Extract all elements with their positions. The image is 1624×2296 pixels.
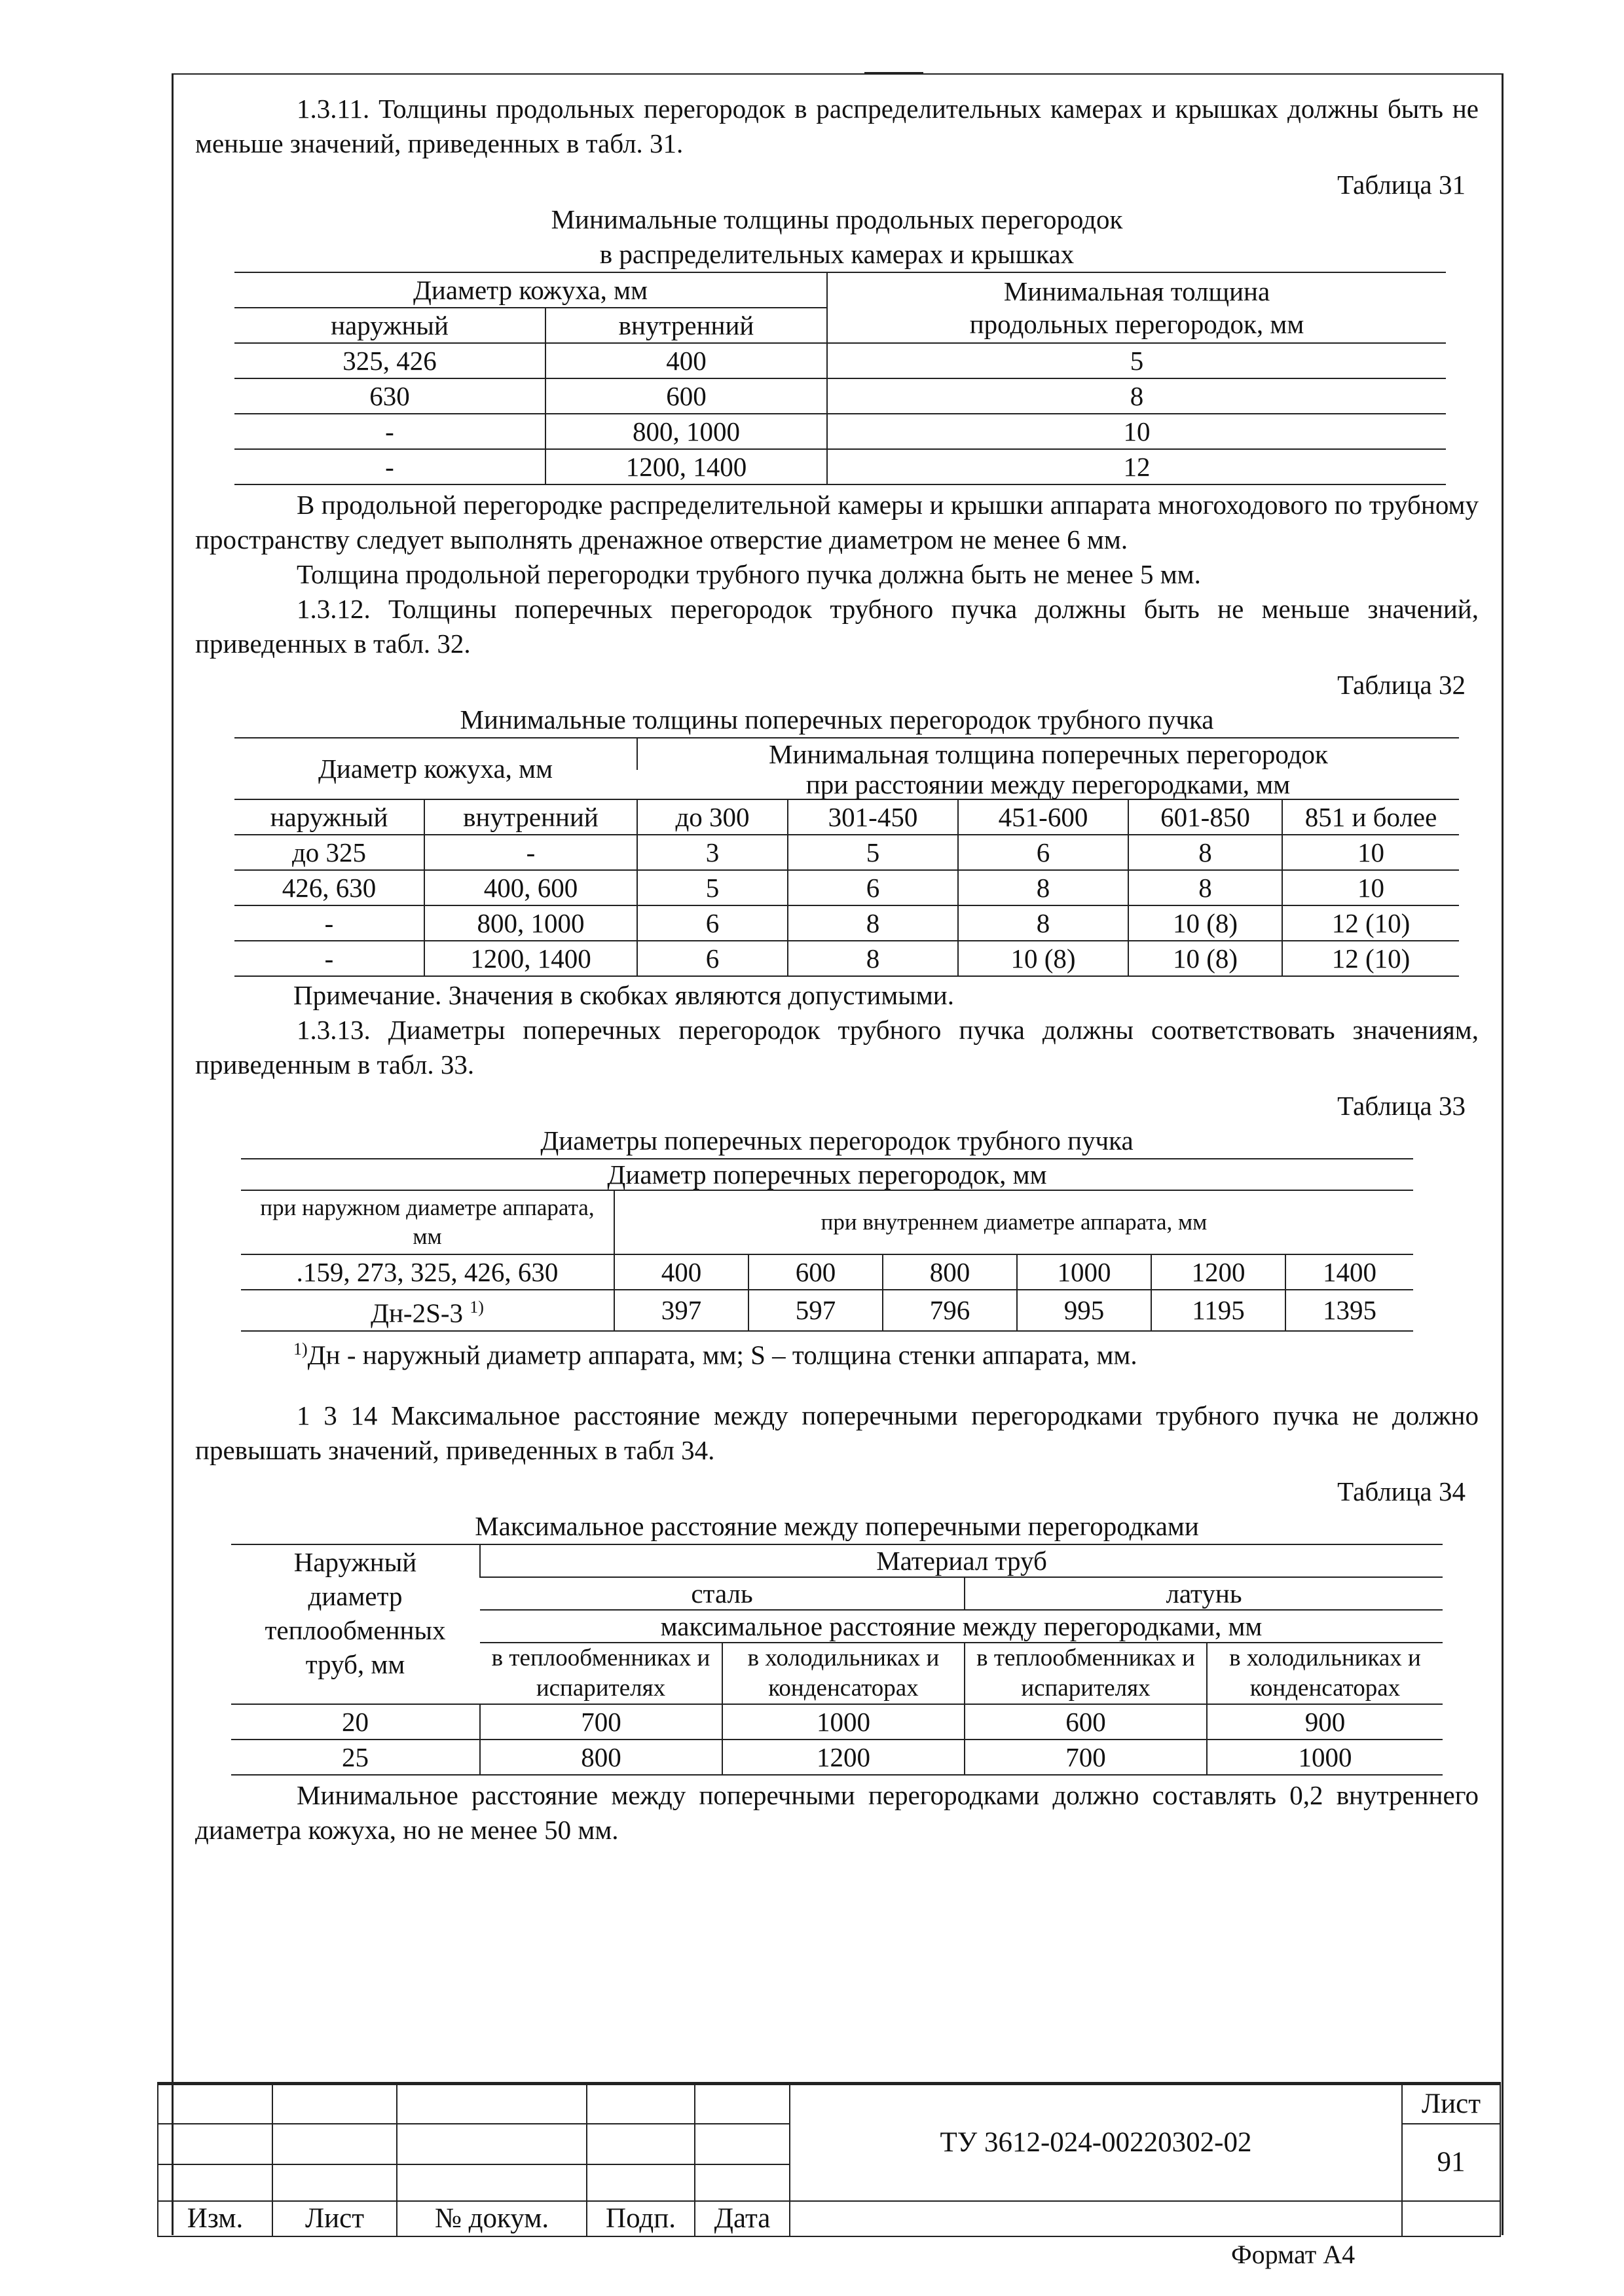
paragraph-longitudinal-thickness: Толщина продольной перегородки трубного пучка должна быть не менее 5 мм. xyxy=(297,559,1201,589)
table-33 xyxy=(241,1158,1413,1332)
title-block xyxy=(157,2082,1501,2236)
table-32-label: Таблица 32 xyxy=(1337,670,1466,700)
stamp-list: Лист xyxy=(272,2201,397,2236)
table-31-label: Таблица 31 xyxy=(1337,170,1466,200)
sheet-label: Лист xyxy=(1402,2085,1500,2124)
table-34-label: Таблица 34 xyxy=(1337,1476,1466,1507)
t32-col-3: 451-600 xyxy=(958,799,1128,835)
t33-header-inner: при внутреннем диаметре аппарата, мм xyxy=(614,1190,1413,1254)
t32-header-diameter: Диаметр кожуха, мм xyxy=(234,738,637,799)
table-33-title: Диаметры поперечных перегородок трубного пучка xyxy=(540,1125,1134,1156)
t31-header-min: Минимальная толщина продольных перегородок, мм xyxy=(827,272,1446,343)
t34-header-steel-exchangers: в теплообменниках и испарителях xyxy=(480,1643,722,1704)
table-row: - 1200, 1400 12 xyxy=(234,449,1446,484)
stamp-izm: Изм. xyxy=(158,2201,272,2236)
t34-header-brass-coolers: в холодильниках и конденсаторах xyxy=(1207,1643,1443,1704)
t34-header-brass-exchangers: в теплообменниках и испарителях xyxy=(965,1643,1207,1704)
stamp-podp: Подп. xyxy=(587,2201,695,2236)
table-row: - 800, 1000 10 xyxy=(234,414,1446,449)
table-row: 426, 630 400, 600 5 6 8 8 10 xyxy=(234,870,1459,905)
table-34 xyxy=(231,1544,1443,1776)
table-33-label: Таблица 33 xyxy=(1337,1091,1466,1121)
table-32-note: Примечание. Значения в скобках являются допустимыми. xyxy=(293,980,954,1010)
table-row: 20 700 1000 600 900 xyxy=(231,1704,1443,1740)
paragraph-drain-hole: В продольной перегородке распределительной камеры и крышки аппарата многоходового по трубному пространству следует выполнять дренажное отверстие диаметром не менее 6 мм. xyxy=(195,490,1479,555)
t33-header-outer: при наружном диаметре аппарата, мм xyxy=(241,1190,614,1254)
table-33-footnote: $^{1)}$Дн - наружный диаметр аппарата, мм; S – толщина стенки аппарата, мм. xyxy=(293,1339,1137,1370)
t32-header-min-line2: при расстоянии между перегородками, мм xyxy=(805,769,1291,799)
t31-header-diameter: Диаметр кожуха, мм xyxy=(234,272,827,308)
t32-col-1: до 300 xyxy=(637,799,788,835)
table-31-title-line2: в распределительных камерах и крышках xyxy=(599,239,1075,269)
t34-header-tube-diameter: Наружный диаметр теплообменных труб, мм xyxy=(231,1544,480,1704)
table-row: Дн-2S-3 $^{1)}$ 397 597 796 995 1195 1395 xyxy=(241,1290,1413,1331)
t33-formula: Дн-2S-3 xyxy=(371,1298,464,1328)
t33-header-main: Диаметр поперечных перегородок, мм xyxy=(241,1159,1413,1190)
t34-header-steel: сталь xyxy=(480,1577,965,1610)
paragraph-min-distance: Минимальное расстояние между поперечными перегородками должно составлять 0,2 внутреннего диаметра кожуха, но не менее 50 мм. xyxy=(195,1780,1479,1846)
sheet-number: 91 xyxy=(1402,2124,1500,2201)
top-mark xyxy=(864,72,923,73)
stamp-date: Дата xyxy=(695,2201,790,2236)
paragraph-1-3-13: 1.3.13. Диаметры поперечных перегородок трубного пучка должны соответствовать значениям, приведенным в табл. 33. xyxy=(195,1015,1479,1080)
table-row: 630 600 8 xyxy=(234,378,1446,414)
title-block-table xyxy=(157,2084,1501,2237)
table-row: 325, 426 400 5 xyxy=(234,343,1446,378)
t34-header-maxdist: максимальное расстояние между перегородками, мм xyxy=(480,1610,1443,1643)
table-row: .159, 273, 325, 426, 630 400 600 800 1000 1200 1400 xyxy=(241,1254,1413,1290)
paragraph-1-3-12: 1.3.12. Толщины поперечных перегородок трубного пучка должны быть не меньше значений, приведенных в табл. 32. xyxy=(195,594,1479,659)
t32-col-2: 301-450 xyxy=(788,799,958,835)
t32-col-4: 601-850 xyxy=(1128,799,1282,835)
table-31 xyxy=(234,272,1446,485)
table-32 xyxy=(234,737,1459,977)
t34-header-brass: латунь xyxy=(965,1577,1443,1610)
table-row: - 800, 1000 6 8 8 10 (8) 12 (10) xyxy=(234,905,1459,941)
format-label: Формат А4 xyxy=(1231,2240,1356,2269)
document-code: ТУ 3612-024-00220302-02 xyxy=(790,2085,1402,2201)
t33-footnote-ref: 1) xyxy=(470,1298,484,1317)
stamp-doc: № докум. xyxy=(397,2201,587,2236)
table-32-title: Минимальные толщины поперечных перегородок трубного пучка xyxy=(460,704,1214,735)
table-31-title-line1: Минимальные толщины продольных перегородок xyxy=(551,204,1123,234)
paragraph-1-3-14: 1 3 14 Максимальное расстояние между поперечными перегородками трубного пучка не должно превышать значений, приведенных в табл 34. xyxy=(195,1400,1479,1466)
table-row: - 1200, 1400 6 8 10 (8) 10 (8) 12 (10) xyxy=(234,941,1459,976)
t32-header-outer: наружный xyxy=(234,799,424,835)
page-content xyxy=(195,92,1479,1848)
t34-header-steel-coolers: в холодильниках и конденсаторах xyxy=(722,1643,965,1704)
table-row: до 325 - 3 5 6 8 10 xyxy=(234,835,1459,870)
t32-header-min-line1: Минимальная толщина поперечных перегородок xyxy=(637,738,1459,770)
t34-header-material: Материал труб xyxy=(480,1544,1443,1577)
table-row: 25 800 1200 700 1000 xyxy=(231,1740,1443,1775)
t31-header-outer: наружный xyxy=(234,308,545,343)
t32-header-inner: внутренний xyxy=(424,799,637,835)
t31-header-inner: внутренний xyxy=(545,308,827,343)
paragraph-1-3-11: 1.3.11. Толщины продольных перегородок в распределительных камерах и крышках должны быть не меньше значений, приведенных в табл. 31. xyxy=(195,94,1479,158)
table-34-title: Максимальное расстояние между поперечными перегородками xyxy=(475,1511,1199,1542)
t32-col-5: 851 и более xyxy=(1282,799,1459,835)
